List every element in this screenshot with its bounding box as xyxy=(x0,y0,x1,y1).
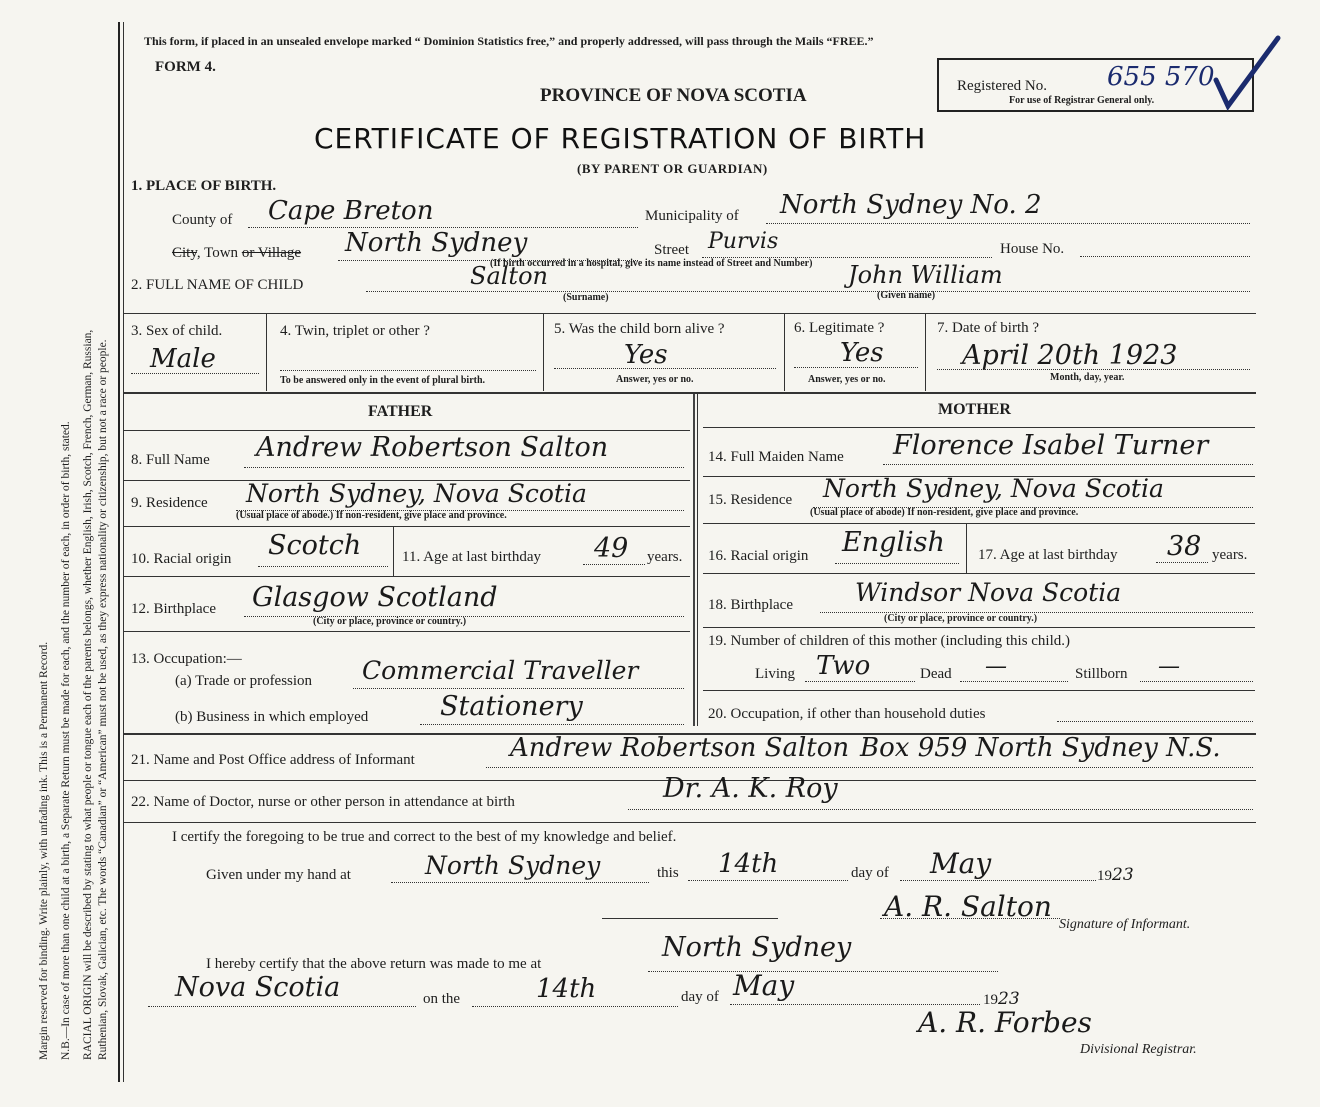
informant-address: Box 959 North Sydney N.S. xyxy=(860,733,1221,763)
father-age-years: years. xyxy=(647,549,683,565)
section-divider xyxy=(124,392,1256,394)
father-residence-value: North Sydney, Nova Scotia xyxy=(246,479,587,508)
registrar-signature: A. R. Forbes xyxy=(918,1006,1092,1039)
registered-number-note: For use of Registrar General only. xyxy=(1009,95,1155,106)
father-age-label: 11. Age at last birthday xyxy=(402,549,541,565)
margin-note-racial-origin: RACIAL ORIGIN will be described by stating to what people or tongue each of the parents belongs, whether English, Irish, Scotch, French, German, Russian, xyxy=(82,329,94,1060)
registrar-place-value: North Sydney xyxy=(662,932,852,963)
mother-racial-origin-value: English xyxy=(842,527,945,558)
twin-line xyxy=(280,370,536,371)
parents-divider-inner xyxy=(697,394,698,726)
father-trade-value: Commercial Traveller xyxy=(362,656,639,685)
registrar-caption: Divisional Registrar. xyxy=(1080,1042,1197,1057)
registrar-day-of-label: day of xyxy=(681,989,719,1005)
mother-birthplace-label: 18. Birthplace xyxy=(708,597,793,613)
legitimate-note: Answer, yes or no. xyxy=(808,374,886,385)
father-name-value: Andrew Robertson Salton xyxy=(256,432,609,463)
father-name-label: 8. Full Name xyxy=(131,452,210,468)
informant-line xyxy=(486,767,1253,768)
province-heading: PROVINCE OF NOVA SCOTIA xyxy=(540,85,807,106)
registrar-year-value: 23 xyxy=(998,989,1020,1009)
date-of-birth-value: April 20th 1923 xyxy=(962,340,1178,371)
mother-racial-origin-line xyxy=(835,563,959,564)
father-occupation-label: 13. Occupation:— xyxy=(131,651,242,667)
registered-number-box xyxy=(937,58,1254,112)
given-place-line xyxy=(391,882,649,883)
given-year xyxy=(1097,865,1134,885)
this-label: this xyxy=(657,865,679,881)
row-divider xyxy=(124,430,690,431)
father-age-value: 49 xyxy=(594,533,629,564)
father-racial-origin-line xyxy=(258,566,388,567)
given-month-line xyxy=(900,880,1096,881)
sex-value: Male xyxy=(150,344,216,374)
dead-label: Dead xyxy=(920,666,952,682)
mother-heading: MOTHER xyxy=(938,401,1011,418)
informant-name: Andrew Robertson Salton xyxy=(510,733,850,763)
street-value: Purvis xyxy=(708,229,779,254)
certificate-subtitle: (BY PARENT OR GUARDIAN) xyxy=(577,161,768,176)
mother-name-line xyxy=(883,464,1253,465)
informant-signature-line xyxy=(880,918,1060,919)
informant-signature-caption: Signature of Informant. xyxy=(1059,917,1191,932)
child-given-name: John William xyxy=(848,261,1003,289)
mother-age-line xyxy=(1156,562,1208,563)
living-value: Two xyxy=(816,651,871,681)
town-value: North Sydney xyxy=(345,228,528,258)
col-divider xyxy=(966,523,967,573)
col-divider xyxy=(925,313,926,391)
twin-note: To be answered only in the event of plural birth. xyxy=(280,375,486,386)
registered-number-label: Registered No. xyxy=(957,78,1047,94)
mother-name-value: Florence Isabel Turner xyxy=(893,430,1209,461)
dead-line xyxy=(960,681,1068,682)
registrar-day-value: 14th xyxy=(536,974,597,1004)
mail-notice: This form, if placed in an unsealed envelope marked “ Dominion Statistics free,” and properly addressed, will pass through the Mails “FREE.” xyxy=(144,34,874,48)
row-divider xyxy=(703,573,1255,574)
village-label: or Village xyxy=(241,245,302,261)
father-business-value: Stationery xyxy=(440,691,583,722)
child-name-line xyxy=(366,291,1250,292)
date-of-birth-note: Month, day, year. xyxy=(1050,372,1125,383)
born-alive-label: 5. Was the child born alive ? xyxy=(554,321,725,337)
house-number-label: House No. xyxy=(1000,241,1065,257)
mother-age-years: years. xyxy=(1212,547,1248,563)
registrar-province-line xyxy=(148,1006,416,1007)
given-year-prefix: 19 xyxy=(1097,868,1112,884)
living-label: Living xyxy=(755,666,795,682)
stillborn-value: — xyxy=(1158,654,1180,679)
place-of-birth-heading: 1. PLACE OF BIRTH. xyxy=(131,178,277,194)
father-name-line xyxy=(244,467,684,468)
row-divider xyxy=(703,627,1255,628)
informant-label: 21. Name and Post Office address of Informant xyxy=(131,752,415,768)
father-trade-line xyxy=(353,688,684,689)
given-under-hand-label: Given under my hand at xyxy=(206,867,351,883)
father-birthplace-label: 12. Birthplace xyxy=(131,601,216,617)
mother-birthplace-value: Windsor Nova Scotia xyxy=(855,578,1122,607)
margin-rule-inner xyxy=(123,22,124,1082)
child-surname: Salton xyxy=(470,262,548,290)
father-residence-note: (Usual place of abode.) If non-resident, give place and province. xyxy=(236,510,507,521)
street-label: Street xyxy=(654,242,689,258)
col-divider xyxy=(393,526,394,576)
father-racial-origin-label: 10. Racial origin xyxy=(131,551,232,567)
row-divider xyxy=(124,631,690,632)
stillborn-line xyxy=(1140,681,1253,682)
mother-birthplace-note: (City or place, province or country.) xyxy=(884,613,1038,624)
living-line xyxy=(805,681,915,682)
registrar-place-line xyxy=(648,971,998,972)
mother-residence-note: (Usual place of abode) If non-resident, give place and province. xyxy=(810,507,1079,518)
father-birthplace-note: (City or place, province or country.) xyxy=(313,616,467,627)
col-divider xyxy=(266,313,267,391)
informant-signature: A. R. Salton xyxy=(884,890,1052,923)
col-divider xyxy=(784,313,785,391)
sex-label: 3. Sex of child. xyxy=(131,323,223,339)
registered-number-value: 655 570 xyxy=(1107,62,1215,92)
registrar-year-prefix: 19 xyxy=(983,992,998,1008)
surname-caption: (Surname) xyxy=(563,292,609,303)
registrar-month-line xyxy=(730,1004,980,1005)
row-divider xyxy=(703,690,1255,691)
doctor-name: Dr. A. K. Roy xyxy=(663,773,838,804)
row-divider xyxy=(703,523,1255,524)
given-month-value: May xyxy=(930,847,992,880)
municipality-value: North Sydney No. 2 xyxy=(780,190,1042,220)
row-divider xyxy=(124,526,690,527)
child-name-label: 2. FULL NAME OF CHILD xyxy=(131,277,304,293)
given-day-value: 14th xyxy=(718,849,779,879)
form-number: FORM 4. xyxy=(155,59,216,75)
certify-statement: I certify the foregoing to be true and correct to the best of my knowledge and belief. xyxy=(172,829,677,845)
father-racial-origin-value: Scotch xyxy=(268,530,362,561)
row-divider xyxy=(124,822,1256,823)
given-year-value: 23 xyxy=(1112,865,1134,885)
town-label: , Town xyxy=(196,245,239,261)
mother-age-value: 38 xyxy=(1167,531,1202,562)
hospital-note: (If birth occurred in a hospital, give its name instead of Street and Number) xyxy=(490,258,813,269)
row-divider xyxy=(124,313,1256,314)
margin-rule xyxy=(118,22,120,1082)
father-business-line xyxy=(420,724,684,725)
stillborn-label: Stillborn xyxy=(1075,666,1128,682)
mother-occupation-line xyxy=(1057,721,1253,722)
father-trade-label: (a) Trade or profession xyxy=(175,673,313,689)
day-of-label: day of xyxy=(851,865,889,881)
row-divider xyxy=(124,576,690,577)
mother-residence-label: 15. Residence xyxy=(708,492,793,508)
municipality-line xyxy=(766,223,1250,224)
margin-note-racial-origin-cont: Ruthenian, Slovak, Galician, etc. The words “Canadian” or “American” must not be used, as they express nationality or citizenship, but not a race or people. xyxy=(97,339,109,1060)
col-divider xyxy=(543,313,544,391)
legitimate-label: 6. Legitimate ? xyxy=(794,320,885,336)
given-day-line xyxy=(688,880,848,881)
on-the-label: on the xyxy=(423,991,461,1007)
date-of-birth-label: 7. Date of birth ? xyxy=(937,320,1040,336)
house-number-line xyxy=(1080,256,1250,257)
registrar-day-line xyxy=(472,1006,678,1007)
city-label: City xyxy=(172,245,197,261)
registrar-statement: I hereby certify that the above return was made to me at xyxy=(206,956,542,972)
county-value: Cape Breton xyxy=(268,196,434,226)
born-alive-value: Yes xyxy=(624,340,668,370)
twin-label: 4. Twin, triplet or other ? xyxy=(280,323,430,339)
margin-note-multiple-births: N.B.—In case of more than one child at a birth, a Separate Return must be made for each, and the number of each, in order of birth, stated. xyxy=(60,421,72,1060)
municipality-label: Municipality of xyxy=(645,208,739,224)
registrar-province-value: Nova Scotia xyxy=(175,972,341,1003)
father-residence-label: 9. Residence xyxy=(131,495,208,511)
born-alive-note: Answer, yes or no. xyxy=(616,374,694,385)
registrar-month-value: May xyxy=(733,969,795,1002)
mother-age-label: 17. Age at last birthday xyxy=(978,547,1118,563)
row-divider xyxy=(703,427,1255,428)
mother-name-label: 14. Full Maiden Name xyxy=(708,449,844,465)
doctor-line xyxy=(628,809,1253,810)
given-place-value: North Sydney xyxy=(425,851,601,880)
parents-divider xyxy=(693,394,695,726)
mother-residence-value: North Sydney, Nova Scotia xyxy=(823,474,1164,503)
legitimate-value: Yes xyxy=(840,338,884,368)
mother-racial-origin-label: 16. Racial origin xyxy=(708,548,809,564)
county-label: County of xyxy=(172,212,233,228)
mother-occupation-label: 20. Occupation, if other than household duties xyxy=(708,706,986,722)
checkmark-icon xyxy=(1212,34,1284,114)
father-age-line xyxy=(583,564,645,565)
certificate-title: CERTIFICATE OF REGISTRATION OF BIRTH xyxy=(314,122,927,155)
witness-line xyxy=(602,918,778,919)
doctor-label: 22. Name of Doctor, nurse or other person in attendance at birth xyxy=(131,794,515,810)
given-name-caption: (Given name) xyxy=(877,290,936,301)
father-heading: FATHER xyxy=(368,403,433,420)
children-count-label: 19. Number of children of this mother (including this child.) xyxy=(708,633,1071,649)
father-birthplace-value: Glasgow Scotland xyxy=(252,582,498,613)
father-business-label: (b) Business in which employed xyxy=(175,709,369,725)
dead-value: — xyxy=(985,654,1007,679)
margin-note-binding: Margin reserved for binding. Write plainly, with unfading ink. This is a Permanent Record. xyxy=(38,641,50,1060)
city-town-village-label xyxy=(172,245,301,262)
